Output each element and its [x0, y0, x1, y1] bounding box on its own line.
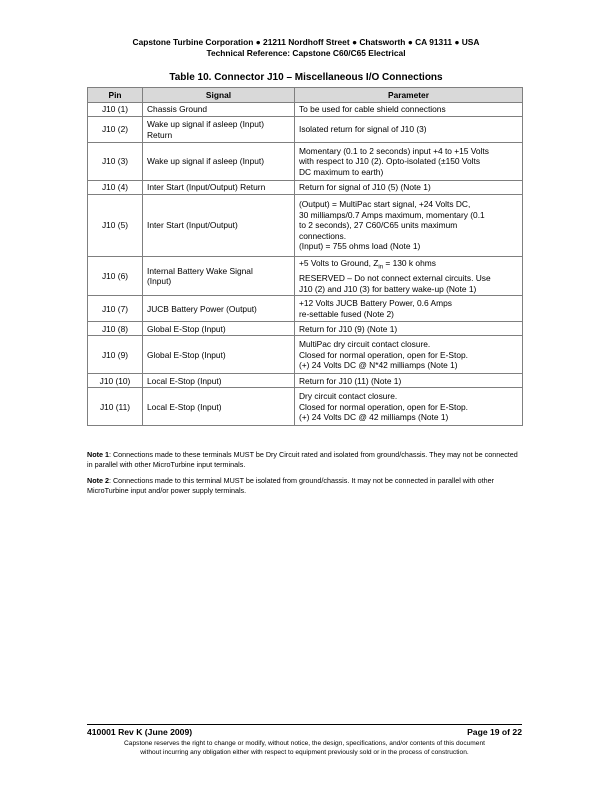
table-row [88, 296, 523, 322]
header-parameter: Parameter [295, 88, 523, 103]
note-1 [87, 450, 522, 469]
table-row [88, 336, 523, 374]
table-row [88, 117, 523, 143]
pin-cell: J10 (5) [88, 195, 143, 257]
disclaimer-line: without incurring any obligation either with respect to equipment previously sold or in the process of construction. [140, 748, 469, 756]
parameter-cell: (Output) = MultiPac start signal, +24 Volts DC, 30 milliamps/0.7 Amps maximum, momentary (0.1 to 2 seconds), 27 C60/C65 units maximum connections. (Input) = 755 ohms load (Note 1) [295, 195, 523, 257]
parameter-cell: MultiPac dry circuit contact closure. Closed for normal operation, open for E-Stop. (+) 24 Volts DC @ N*42 milliamps (Note 1) [295, 336, 523, 374]
disclaimer-line: Capstone reserves the right to change or modify, without notice, the design, specifications, and/or contents of this document [124, 740, 485, 747]
signal-cell: Global E-Stop (Input) [143, 322, 295, 336]
signal-cell: JUCB Battery Power (Output) [143, 296, 295, 322]
note-2-label: Note 2 [87, 476, 109, 485]
parameter-cell: Momentary (0.1 to 2 seconds) input +4 to +15 Volts with respect to J10 (2). Opto-isolated (±150 Volts DC maximum to earth) [295, 143, 523, 181]
pin-cell: J10 (2) [88, 117, 143, 143]
parameter-cell: Return for signal of J10 (5) (Note 1) [295, 181, 523, 195]
pin-cell: J10 (4) [88, 181, 143, 195]
parameter-cell: Return for J10 (11) (Note 1) [295, 374, 523, 388]
parameter-text: +5 Volts to Ground, Z [299, 258, 379, 268]
signal-cell: Local E-Stop (Input) [143, 388, 295, 426]
note-1-label: Note 1 [87, 450, 109, 459]
page-footer [87, 727, 522, 737]
document-revision: 410001 Rev K (June 2009) [87, 727, 193, 737]
pin-cell: J10 (11) [88, 388, 143, 426]
header-company-line: Capstone Turbine Corporation ● 21211 Nordhoff Street ● Chatsworth ● CA 91311 ● USA [132, 37, 480, 47]
parameter-cell: Isolated return for signal of J10 (3) [295, 117, 523, 143]
note-1-text: : Connections made to these terminals MUST be Dry Circuit rated and isolated from ground/chassis. They may not be connected in parallel with other MicroTurbine input terminals. [87, 450, 518, 469]
impedance-subscript: in [378, 264, 384, 271]
parameter-cell: Dry circuit contact closure. Closed for normal operation, open for E-Stop. (+) 24 Volts DC @ 42 milliamps (Note 1) [295, 388, 523, 426]
header-pin: Pin [88, 88, 143, 103]
note-2 [87, 476, 522, 495]
parameter-cell: To be used for cable shield connections [295, 103, 523, 117]
pin-cell: J10 (8) [88, 322, 143, 336]
table-row [88, 143, 523, 181]
table-row [88, 257, 523, 296]
pin-cell: J10 (9) [88, 336, 143, 374]
pin-cell: J10 (1) [88, 103, 143, 117]
parameter-cell: Return for J10 (9) (Note 1) [295, 322, 523, 336]
footer-disclaimer [87, 740, 522, 757]
table-row [88, 181, 523, 195]
pin-cell: J10 (10) [88, 374, 143, 388]
page-number: Page 19 of 22 [467, 727, 522, 737]
parameter-cell [295, 257, 523, 296]
table-row [88, 103, 523, 117]
signal-cell: Inter Start (Input/Output) [143, 195, 295, 257]
footer-divider [87, 724, 522, 725]
signal-cell: Wake up signal if asleep (Input) [143, 143, 295, 181]
signal-cell: Inter Start (Input/Output) Return [143, 181, 295, 195]
table-title: Table 10. Connector J10 – Miscellaneous I/O Connections [169, 72, 443, 83]
pin-cell: J10 (6) [88, 257, 143, 296]
table-row [88, 388, 523, 426]
pin-cell: J10 (3) [88, 143, 143, 181]
parameter-text: = 130 k ohms RESERVED – Do not connect external circuits. Use J10 (2) and J10 (3) for battery wake-up (Note 1) [299, 258, 491, 294]
table-row [88, 195, 523, 257]
parameter-cell: +12 Volts JUCB Battery Power, 0.6 Amps re-settable fused (Note 2) [295, 296, 523, 322]
pin-cell: J10 (7) [88, 296, 143, 322]
header-reference-line: Technical Reference: Capstone C60/C65 Electrical [206, 48, 406, 58]
page-header [0, 37, 612, 59]
header-signal: Signal [143, 88, 295, 103]
connector-j10-table [87, 87, 523, 426]
signal-cell: Internal Battery Wake Signal (Input) [143, 257, 295, 296]
signal-cell: Local E-Stop (Input) [143, 374, 295, 388]
signal-cell: Chassis Ground [143, 103, 295, 117]
table-header-row [88, 88, 523, 103]
table-row [88, 374, 523, 388]
note-2-text: : Connections made to this terminal MUST be isolated from ground/chassis. It may not be connected in parallel with other MicroTurbine input and/or power supply terminals. [87, 476, 494, 495]
table-row [88, 322, 523, 336]
signal-cell: Wake up signal if asleep (Input) Return [143, 117, 295, 143]
signal-cell: Global E-Stop (Input) [143, 336, 295, 374]
